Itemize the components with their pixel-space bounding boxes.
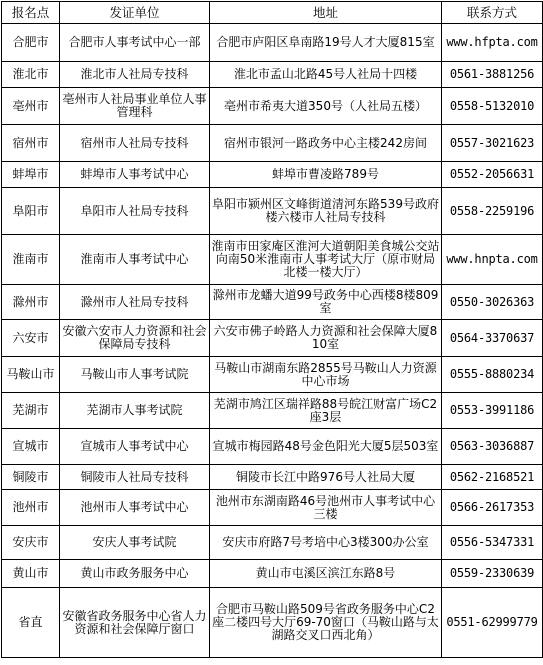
info-table — [1, 1, 543, 658]
region-cell: 六安市 — [2, 320, 60, 357]
unit-cell: 安庆人事考试院 — [60, 526, 210, 560]
address-cell: 黄山市屯溪区滨江东路8号 — [210, 560, 442, 588]
contact-cell: 0553-3991186 — [442, 393, 543, 429]
table-row — [2, 320, 543, 357]
unit-cell: 池州市人事考试中心 — [60, 490, 210, 526]
region-cell: 铜陵市 — [2, 465, 60, 490]
table-row — [2, 285, 543, 320]
contact-cell: 0550-3026363 — [442, 285, 543, 320]
address-cell: 亳州市希夷大道350号（人社局五楼） — [210, 88, 442, 125]
unit-cell: 合肥市人事考试中心一部 — [60, 24, 210, 62]
header-contact: 联系方式 — [442, 2, 543, 24]
address-cell: 安庆市府路7号考培中心3楼300办公室 — [210, 526, 442, 560]
address-cell: 蚌埠市曹凌路789号 — [210, 162, 442, 188]
table-row — [2, 560, 543, 588]
table-row — [2, 188, 543, 235]
contact-cell: 0559-2330639 — [442, 560, 543, 588]
unit-cell: 黄山市政务服务中心 — [60, 560, 210, 588]
address-cell: 淮南市田家庵区淮河大道朝阳美食城公交站向南50米淮南市人事考试大厅（原市财局北楼一楼大厅） — [210, 235, 442, 285]
region-cell: 蚌埠市 — [2, 162, 60, 188]
table-row — [2, 88, 543, 125]
unit-cell: 安徽省政务服务中心省人力资源和社会保障厅窗口 — [60, 588, 210, 658]
contact-cell: 0558-2259196 — [442, 188, 543, 235]
region-cell: 淮南市 — [2, 235, 60, 285]
contact-cell: www.hnpta.com — [442, 235, 543, 285]
address-cell: 阜阳市颍州区文峰街道清河东路539号政府楼六楼市人社局专技科 — [210, 188, 442, 235]
region-cell: 亳州市 — [2, 88, 60, 125]
unit-cell: 滁州市人社局专技科 — [60, 285, 210, 320]
table-row — [2, 162, 543, 188]
region-cell: 黄山市 — [2, 560, 60, 588]
region-cell: 池州市 — [2, 490, 60, 526]
region-cell: 省直 — [2, 588, 60, 658]
contact-cell: www.hfpta.com — [442, 24, 543, 62]
contact-cell: 0551-62999779 — [442, 588, 543, 658]
address-cell: 滁州市龙蟠大道99号政务中心西楼8楼809室 — [210, 285, 442, 320]
contact-cell: 0557-3021623 — [442, 125, 543, 162]
region-cell: 阜阳市 — [2, 188, 60, 235]
unit-cell: 宣城市人事考试中心 — [60, 429, 210, 465]
unit-cell: 亳州市人社局事业单位人事管理科 — [60, 88, 210, 125]
unit-cell: 蚌埠市人事考试中心 — [60, 162, 210, 188]
header-row — [2, 2, 543, 24]
address-cell: 池州市东湖南路46号池州市人事考试中心三楼 — [210, 490, 442, 526]
table-row — [2, 357, 543, 393]
address-cell: 宣城市梅园路48号金色阳光大厦5层503室 — [210, 429, 442, 465]
address-cell: 铜陵市长江中路976号人社局大厦 — [210, 465, 442, 490]
address-cell: 合肥市马鞍山路509号省政务服务中心C2座二楼四号大厅69-70窗口（马鞍山路与太湖路交叉口西北角） — [210, 588, 442, 658]
contact-cell: 0558-5132010 — [442, 88, 543, 125]
address-cell: 芜湖市鸠江区瑞祥路88号皖江财富广场C2座3层 — [210, 393, 442, 429]
unit-cell: 铜陵市人社局专技科 — [60, 465, 210, 490]
table-row — [2, 125, 543, 162]
table-row — [2, 490, 543, 526]
contact-cell: 0556-5347331 — [442, 526, 543, 560]
header-unit: 发证单位 — [60, 2, 210, 24]
table-row — [2, 429, 543, 465]
header-region: 报名点 — [2, 2, 60, 24]
unit-cell: 马鞍山市人事考试院 — [60, 357, 210, 393]
region-cell: 宿州市 — [2, 125, 60, 162]
unit-cell: 阜阳市人社局专技科 — [60, 188, 210, 235]
contact-cell: 0552-2056631 — [442, 162, 543, 188]
contact-cell: 0564-3370637 — [442, 320, 543, 357]
contact-cell: 0562-2168521 — [442, 465, 543, 490]
region-cell: 宣城市 — [2, 429, 60, 465]
contact-cell: 0563-3036887 — [442, 429, 543, 465]
table-row — [2, 588, 543, 658]
table-row — [2, 526, 543, 560]
contact-cell: 0561-3881256 — [442, 62, 543, 88]
region-cell: 芜湖市 — [2, 393, 60, 429]
unit-cell: 淮南市人事考试中心 — [60, 235, 210, 285]
region-cell: 马鞍山市 — [2, 357, 60, 393]
unit-cell: 宿州市人社局专技科 — [60, 125, 210, 162]
unit-cell: 淮北市人社局专技科 — [60, 62, 210, 88]
contact-cell: 0566-2617353 — [442, 490, 543, 526]
table-row — [2, 465, 543, 490]
region-cell: 滁州市 — [2, 285, 60, 320]
table-row — [2, 393, 543, 429]
contact-cell: 0555-8880234 — [442, 357, 543, 393]
region-cell: 合肥市 — [2, 24, 60, 62]
unit-cell: 芜湖市人事考试院 — [60, 393, 210, 429]
header-address: 地址 — [210, 2, 442, 24]
unit-cell: 安徽六安市人力资源和社会保障局专技科 — [60, 320, 210, 357]
region-cell: 淮北市 — [2, 62, 60, 88]
table-row — [2, 235, 543, 285]
table-row — [2, 24, 543, 62]
address-cell: 六安市佛子岭路人力资源和社会保障大厦810室 — [210, 320, 442, 357]
address-cell: 合肥市庐阳区阜南路19号人才大厦815室 — [210, 24, 442, 62]
address-cell: 宿州市银河一路政务中心主楼242房间 — [210, 125, 442, 162]
address-cell: 淮北市孟山北路45号人社局十四楼 — [210, 62, 442, 88]
address-cell: 马鞍山市湖南东路2855号马鞍山人力资源中心市场 — [210, 357, 442, 393]
region-cell: 安庆市 — [2, 526, 60, 560]
table-row — [2, 62, 543, 88]
